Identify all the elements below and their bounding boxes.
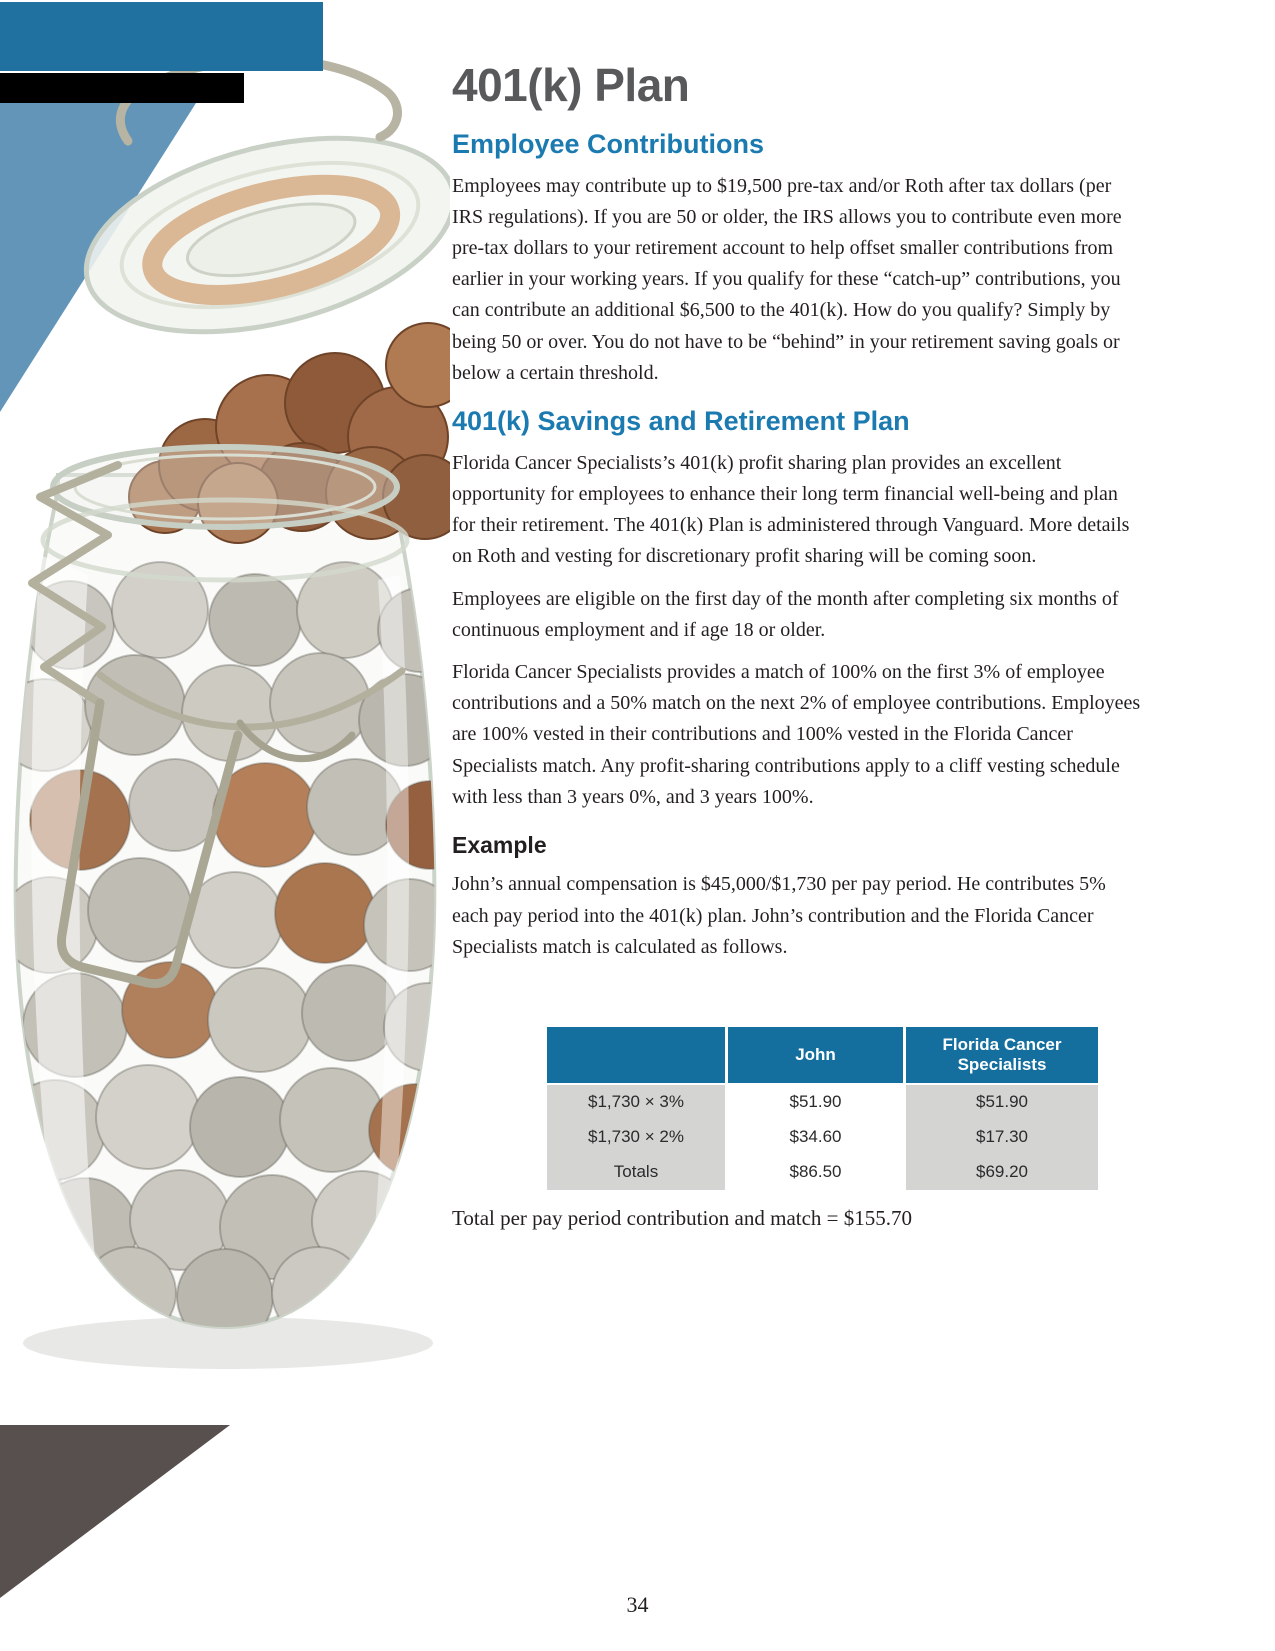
main-content [452, 60, 1144, 1231]
black-bar-decoration [0, 73, 244, 103]
table-cell-totals-john: $86.50 [728, 1155, 903, 1190]
table-header-john: John [728, 1027, 903, 1083]
table-cell-row1-john: $51.90 [728, 1085, 903, 1120]
example-table [547, 1027, 1098, 1190]
table-cell-row2-john: $34.60 [728, 1120, 903, 1155]
coin-jar-photo [0, 35, 450, 1405]
table-cell-row2-label: $1,730 × 2% [547, 1120, 725, 1155]
paragraph-employee-contributions: Employees may contribute up to $19,500 pre-tax and/or Roth after tax dollars (per IRS regulations). If you are 50 or older, the IRS allows you to contribute even more pre-tax dollars to your retirement account to help offset smaller contributions from earlier in your working years. If you qualify for these “catch-up” contributions, you can contribute an additional $6,500 to the 401(k). How do you qualify? Simply by being 50 or over. You do not have to be “behind” in your retirement saving goals or below a certain threshold. [452, 174, 1122, 384]
table-header-fcs: Florida Cancer Specialists [906, 1027, 1098, 1083]
bottom-corner-triangle-decoration [0, 1425, 230, 1598]
heading-example: Example [452, 831, 547, 858]
page-number: 34 [626, 1592, 649, 1617]
table-cell-totals-fcs: $69.20 [906, 1155, 1098, 1190]
table-cell-row2-fcs: $17.30 [906, 1120, 1098, 1155]
total-per-pay-period-line: Total per pay period contribution and match = $155.70 [452, 1205, 913, 1230]
heading-employee-contributions: Employee Contributions [452, 128, 765, 159]
table-cell-row1-fcs: $51.90 [906, 1085, 1098, 1120]
heading-savings-plan: 401(k) Savings and Retirement Plan [452, 405, 910, 436]
paragraph-savings-plan-3: Florida Cancer Specialists provides a match of 100% on the first 3% of employee contributions and a 50% match on the next 2% of employee contributions. Employees are 100% vested in their contributions and 100% vested in the Florida Cancer Specialists match. Any profit-sharing contributions apply to a cliff vesting schedule with less than 3 years 0%, and 3 years 100%. [452, 661, 1141, 808]
paragraph-savings-plan-1: Florida Cancer Specialists’s 401(k) profit sharing plan provides an excellent opportunity for employees to enhance their long term financial well-being and plan for their retirement. The 401(k) Plan is administered through Vanguard. More details on Roth and vesting for discretionary profit sharing will be coming soon. [452, 451, 1130, 568]
dark-blue-bar-decoration [0, 2, 323, 71]
table-cell-row1-label: $1,730 × 3% [547, 1085, 725, 1120]
paragraph-savings-plan-2: Employees are eligible on the first day of the month after completing six months of continuous employment and if age 18 or older. [452, 587, 1119, 641]
table-cell-totals-label: Totals [547, 1155, 725, 1190]
page-title: 401(k) Plan [452, 59, 690, 111]
jar-lid [66, 104, 450, 366]
paragraph-example-intro: John’s annual compensation is $45,000/$1,730 per pay period. He contributes 5% each pay period into the 401(k) plan. John’s contribution and the Florida Cancer Specialists match is calculated as follows. [452, 873, 1106, 958]
table-header-empty [547, 1027, 725, 1083]
